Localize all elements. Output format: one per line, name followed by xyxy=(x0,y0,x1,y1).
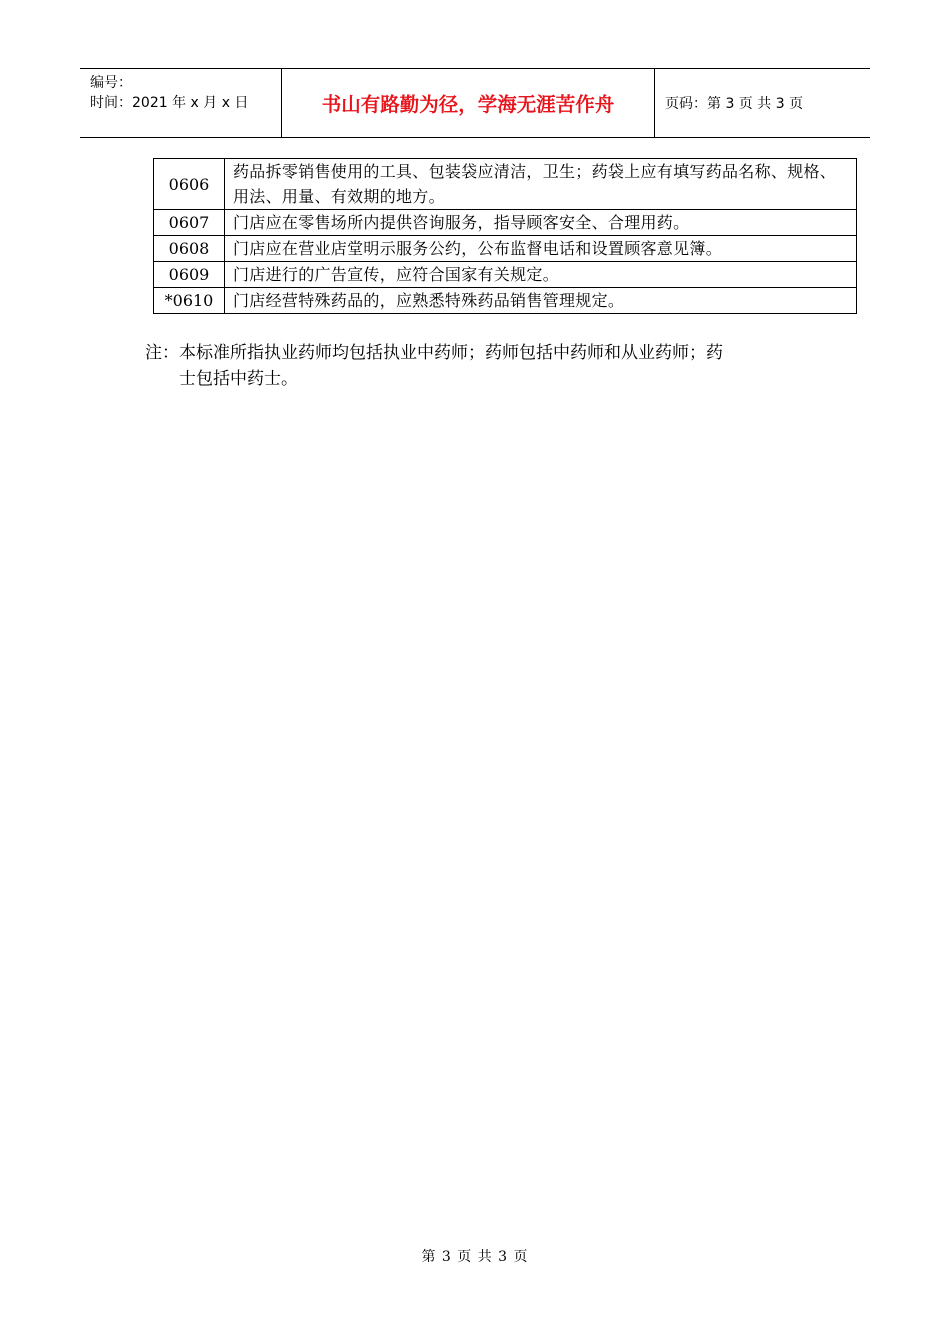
item-description: 门店应在零售场所内提供咨询服务，指导顾客安全、合理用药。 xyxy=(225,210,857,236)
header-motto: 书山有路勤为径，学海无涯苦作舟 xyxy=(321,93,615,116)
page-footer: 第 3 页 共 3 页 xyxy=(421,1249,529,1265)
table-row xyxy=(154,159,857,210)
footnote xyxy=(145,340,835,392)
item-code: 0608 xyxy=(154,236,225,262)
document-number-label: 编号： xyxy=(90,75,132,91)
footnote-line-2: 士包括中药士。 xyxy=(179,369,298,389)
table-row xyxy=(154,288,857,314)
document-time-label: 时间：2021 年 x 月 x 日 xyxy=(90,95,249,111)
item-code: *0610 xyxy=(154,288,225,314)
item-description: 门店进行的广告宣传，应符合国家有关规定。 xyxy=(225,262,857,288)
item-code: 0609 xyxy=(154,262,225,288)
item-description: 门店经营特殊药品的，应熟悉特殊药品销售管理规定。 xyxy=(225,288,857,314)
header-motto-cell xyxy=(282,69,655,137)
item-code: 0606 xyxy=(154,159,225,210)
table-row xyxy=(154,262,857,288)
table-row xyxy=(154,236,857,262)
item-description: 门店应在营业店堂明示服务公约，公布监督电话和设置顾客意见簿。 xyxy=(225,236,857,262)
header-left-cell xyxy=(80,69,282,137)
standards-table xyxy=(153,158,857,314)
footnote-line-1: 注：本标准所指执业药师均包括执业中药师；药师包括中药师和从业药师；药 xyxy=(145,343,723,363)
item-code: 0607 xyxy=(154,210,225,236)
page-header xyxy=(80,68,870,138)
header-page-cell xyxy=(655,69,870,137)
item-description: 药品拆零销售使用的工具、包装袋应清洁，卫生；药袋上应有填写药品名称、规格、用法、用量、有效期的地方。 xyxy=(225,159,857,210)
table-row xyxy=(154,210,857,236)
header-page-number: 页码：第 3 页 共 3 页 xyxy=(665,96,804,112)
